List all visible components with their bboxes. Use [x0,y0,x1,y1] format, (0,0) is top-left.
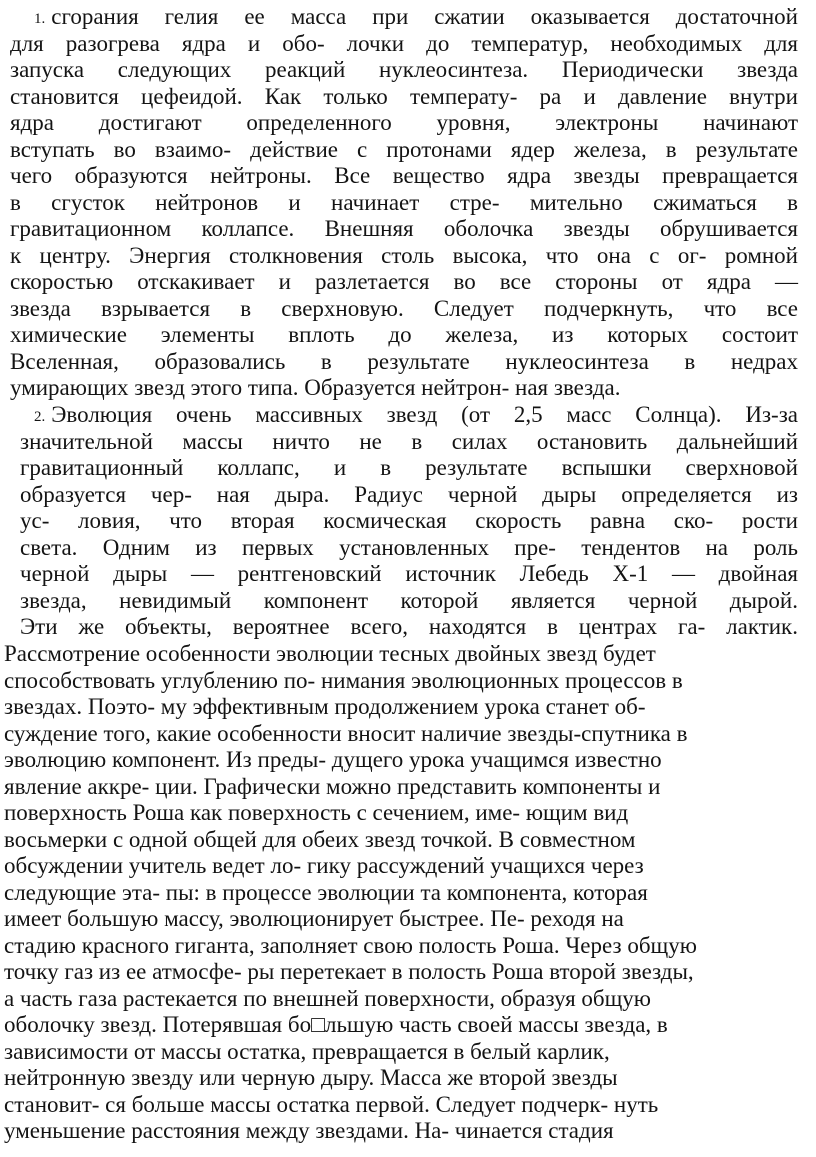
item1-line-7: в сгусток нейтронов и начинает стре- мительно сжиматься в [10,189,798,215]
item2-line-2: гравитационный коллапс, и в результате вспышки сверхновой [20,455,798,480]
item2-line-3: образуется чер- ная дыра. Радиус черной дыры определяется из [20,481,798,507]
item1-number: 1. [34,11,46,27]
item1-line-9: к центру. Энергия столкновения столь высока, что она с ог- ромной [10,242,798,268]
item1-line-0-text: сгорания гелия ее масса при сжатии оказывается достаточной [51,4,798,29]
body-line-0: Рассмотрение особенности эволюции тесных двойных звезд будет [4,641,656,666]
item1-line-11: звезда взрывается в сверхновую. Следует подчеркнуть, что все [10,295,798,321]
body-line-1: способствовать углублению по- нимания эволюционных процессов в [4,667,683,693]
item2-line-4: ус- ловия, что вторая космическая скорость равна ско- рости [20,508,798,533]
body-line-4: эволюцию компонент. Из преды- дущего урока учащимся известно [4,747,662,772]
item1-line-2: запуска следующих реакций нуклеосинтеза. Периодически звезда [10,57,798,82]
body-line-9: следующие эта- пы: в процессе эволюции та компонента, которая [4,879,648,905]
item1-line-1: для разогрева ядра и обо- лочки до температур, необходимых для [10,30,798,56]
body-line-11: стадию красного гиганта, заполняет свою полость Роша. Через общую [4,932,697,958]
item1-line-12: химические элементы вплоть до железа, из которых состоит [10,322,798,347]
item1-line-5: вступать во взаимо- действие с протонами ядер железа, в результате [10,136,798,162]
item2-line-0 [34,402,798,431]
body-line-13: а часть газа растекается по внешней поверхности, образуя общую [4,985,651,1011]
item1-line-13: Вселенная, образовались в результате нуклеосинтеза в недрах [10,348,798,374]
item2-line-6: черной дыры — рентгеновский источник Лебедь Х-1 — двойная [20,561,798,586]
body-line-8: обсуждении учитель ведет ло- гику рассуждений учащихся через [4,853,644,878]
item2-line-8: Эти же объекты, вероятнее всего, находятся в центрах га- лактик. [20,614,798,639]
body-line-7: восьмерки с одной общей для обеих звезд точкой. В совместном [4,826,636,852]
body-line-2: звездах. Поэто- му эффективным продолжением урока станет об- [4,694,646,719]
body-line-10: имеет большую массу, эволюционирует быстрее. Пе- реходя на [4,906,624,931]
body-line-14: оболочку звезд. Потерявшая бо□льшую часть своей массы звезда, в [4,1012,668,1037]
body-line-5: явление аккре- ции. Графически можно представить компоненты и [4,773,661,799]
body-line-16: нейтронную звезду или черную дыру. Масса же второй звезды [4,1065,618,1090]
body-line-12: точку газ из ее атмосфе- ры перетекает в полость Роша второй звезды, [4,959,694,984]
item1-line-6: чего образуются нейтроны. Все вещество ядра звезды превращается [10,163,798,188]
item2-line-7: звезда, невидимый компонент которой является черной дырой. [20,587,798,613]
item1-line-10: скоростью отскакивает и разлетается во все стороны от ядра — [10,269,798,294]
body-line-17: становит- ся больше массы остатка первой. Следует подчерк- нуть [4,1091,659,1117]
item2-line-0-text: Эволюция очень массивных звезд (от 2,5 масс Солнца). Из-за [51,402,798,427]
item2-line-1: значительной массы ничто не в силах остановить дальнейший [20,428,798,454]
item1-line-14: умирающих звезд этого типа. Образуется нейтрон- ная звезда. [10,375,621,400]
item2-line-5: света. Одним из первых установленных пре- тендентов на роль [20,534,798,560]
body-line-6: поверхность Роша как поверхность с сечением, име- ющим вид [4,800,629,825]
item1-line-4: ядра достигают определенного уровня, электроны начинают [10,110,798,135]
item1-line-8: гравитационном коллапсе. Внешняя оболочка звезды обрушивается [10,216,798,241]
body-line-18: уменьшение расстояния между звездами. На- чинается стадия [4,1118,614,1143]
item1-line-0 [34,4,798,33]
item2-number: 2. [34,409,46,425]
item1-line-3: становится цефеидой. Как только температу- ра и давление внутри [10,83,798,109]
body-line-3: суждение того, какие особенности вносит наличие звезды-спутника в [4,720,688,746]
body-line-15: зависимости от массы остатка, превращается в белый карлик, [4,1038,610,1064]
